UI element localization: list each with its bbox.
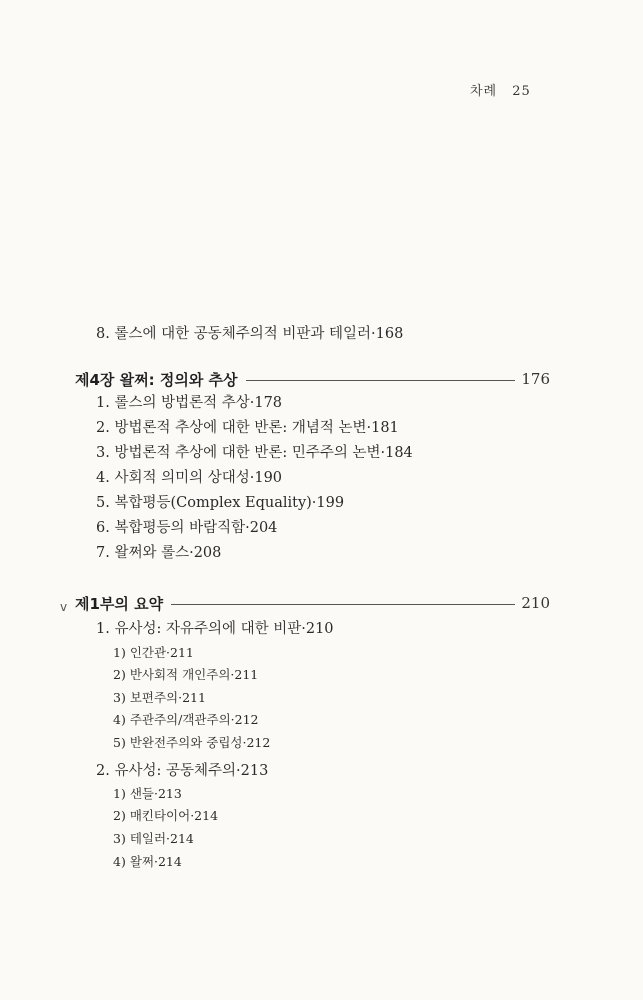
toc-item [96, 391, 282, 412]
toc-item [96, 416, 399, 437]
toc-subitem-number: 2) [113, 808, 126, 823]
toc-subitem-text: 왈쩌·214 [129, 854, 182, 869]
toc-item-number: 4. [96, 470, 110, 486]
toc-item-number: 7. [96, 545, 110, 561]
toc-item-number: 2. [96, 420, 110, 436]
toc-subitem [113, 643, 194, 661]
toc-subitem [113, 665, 258, 683]
toc-item-text: 유사성: 공동체주의·213 [114, 763, 269, 779]
toc-subitem-number: 5) [113, 735, 126, 750]
toc-item-text: 롤스에 대한 공동체주의적 비판과 테일러·168 [114, 326, 404, 342]
toc-subitem-text: 매킨타이어·214 [129, 808, 219, 823]
toc-subitem-number: 1) [113, 645, 126, 660]
toc-item-text: 방법론적 추상에 대한 반론: 민주주의 논변·184 [114, 445, 413, 461]
toc-item-text: 왈쩌와 롤스·208 [114, 545, 222, 561]
toc-subitem-number: 3) [113, 831, 126, 846]
toc-subitem-number: 3) [113, 690, 126, 705]
toc-item-number: 6. [96, 520, 110, 536]
toc-item [96, 491, 344, 512]
running-head-section: 차례 [470, 84, 498, 99]
toc-item-number: 1. [96, 621, 110, 637]
toc-subitem [113, 710, 258, 728]
toc-subitem-number: 4) [113, 712, 126, 727]
toc-subitem-text: 주관주의/객관주의·212 [129, 712, 259, 727]
toc-subitem [113, 829, 194, 847]
page-number: 25 [512, 84, 531, 99]
toc-item-text: 사회적 의미의 상대성·190 [114, 470, 283, 486]
toc-item-text: 방법론적 추상에 대한 반론: 개념적 논변·181 [114, 420, 399, 436]
toc-subitem-text: 인간관·211 [129, 645, 194, 660]
toc-subitem-text: 테일러·214 [129, 831, 194, 846]
part-summary-heading [75, 592, 550, 614]
toc-item-number: 3. [96, 445, 110, 461]
toc-item-number: 5. [96, 495, 110, 511]
toc-subitem [113, 784, 182, 802]
toc-item-text: 복합평등(Complex Equality)·199 [114, 495, 345, 511]
running-head [470, 80, 531, 99]
chapter-heading [75, 368, 550, 390]
toc-subitem [113, 806, 218, 824]
toc-section [96, 759, 268, 780]
toc-item-number: 8. [96, 326, 110, 342]
margin-check-mark: v [60, 600, 68, 614]
toc-item [96, 441, 413, 462]
chapter-title: 제4장 왈쩌: 정의와 추상 [75, 370, 238, 389]
toc-item [96, 541, 221, 562]
toc-subitem-number: 4) [113, 854, 126, 869]
toc-subitem-text: 보편주의·211 [129, 690, 206, 705]
toc-item-text: 유사성: 자유주의에 대한 비판·210 [114, 621, 334, 637]
toc-subitem-number: 2) [113, 667, 126, 682]
chapter-page: 176 [521, 370, 550, 388]
toc-item [96, 516, 277, 537]
part-summary-title: 제1부의 요약 [75, 594, 164, 613]
dotted-leader [171, 604, 515, 605]
toc-subitem-number: 1) [113, 786, 126, 801]
toc-item [96, 466, 282, 487]
toc-subitem-text: 반완전주의와 중립성·212 [129, 735, 271, 750]
toc-item-text: 복합평등의 바람직함·204 [114, 520, 278, 536]
dotted-leader [246, 380, 516, 381]
toc-subitem-text: 샌들·213 [129, 786, 182, 801]
toc-subitem [113, 852, 182, 870]
toc-item-number: 1. [96, 395, 110, 411]
part-summary-page: 210 [521, 594, 550, 612]
toc-section [96, 617, 334, 638]
toc-subitem-text: 반사회적 개인주의·211 [129, 667, 259, 682]
toc-subitem [113, 688, 206, 706]
toc-item [96, 322, 403, 343]
toc-subitem [113, 733, 270, 751]
toc-item-text: 롤스의 방법론적 추상·178 [114, 395, 283, 411]
toc-item-number: 2. [96, 763, 110, 779]
